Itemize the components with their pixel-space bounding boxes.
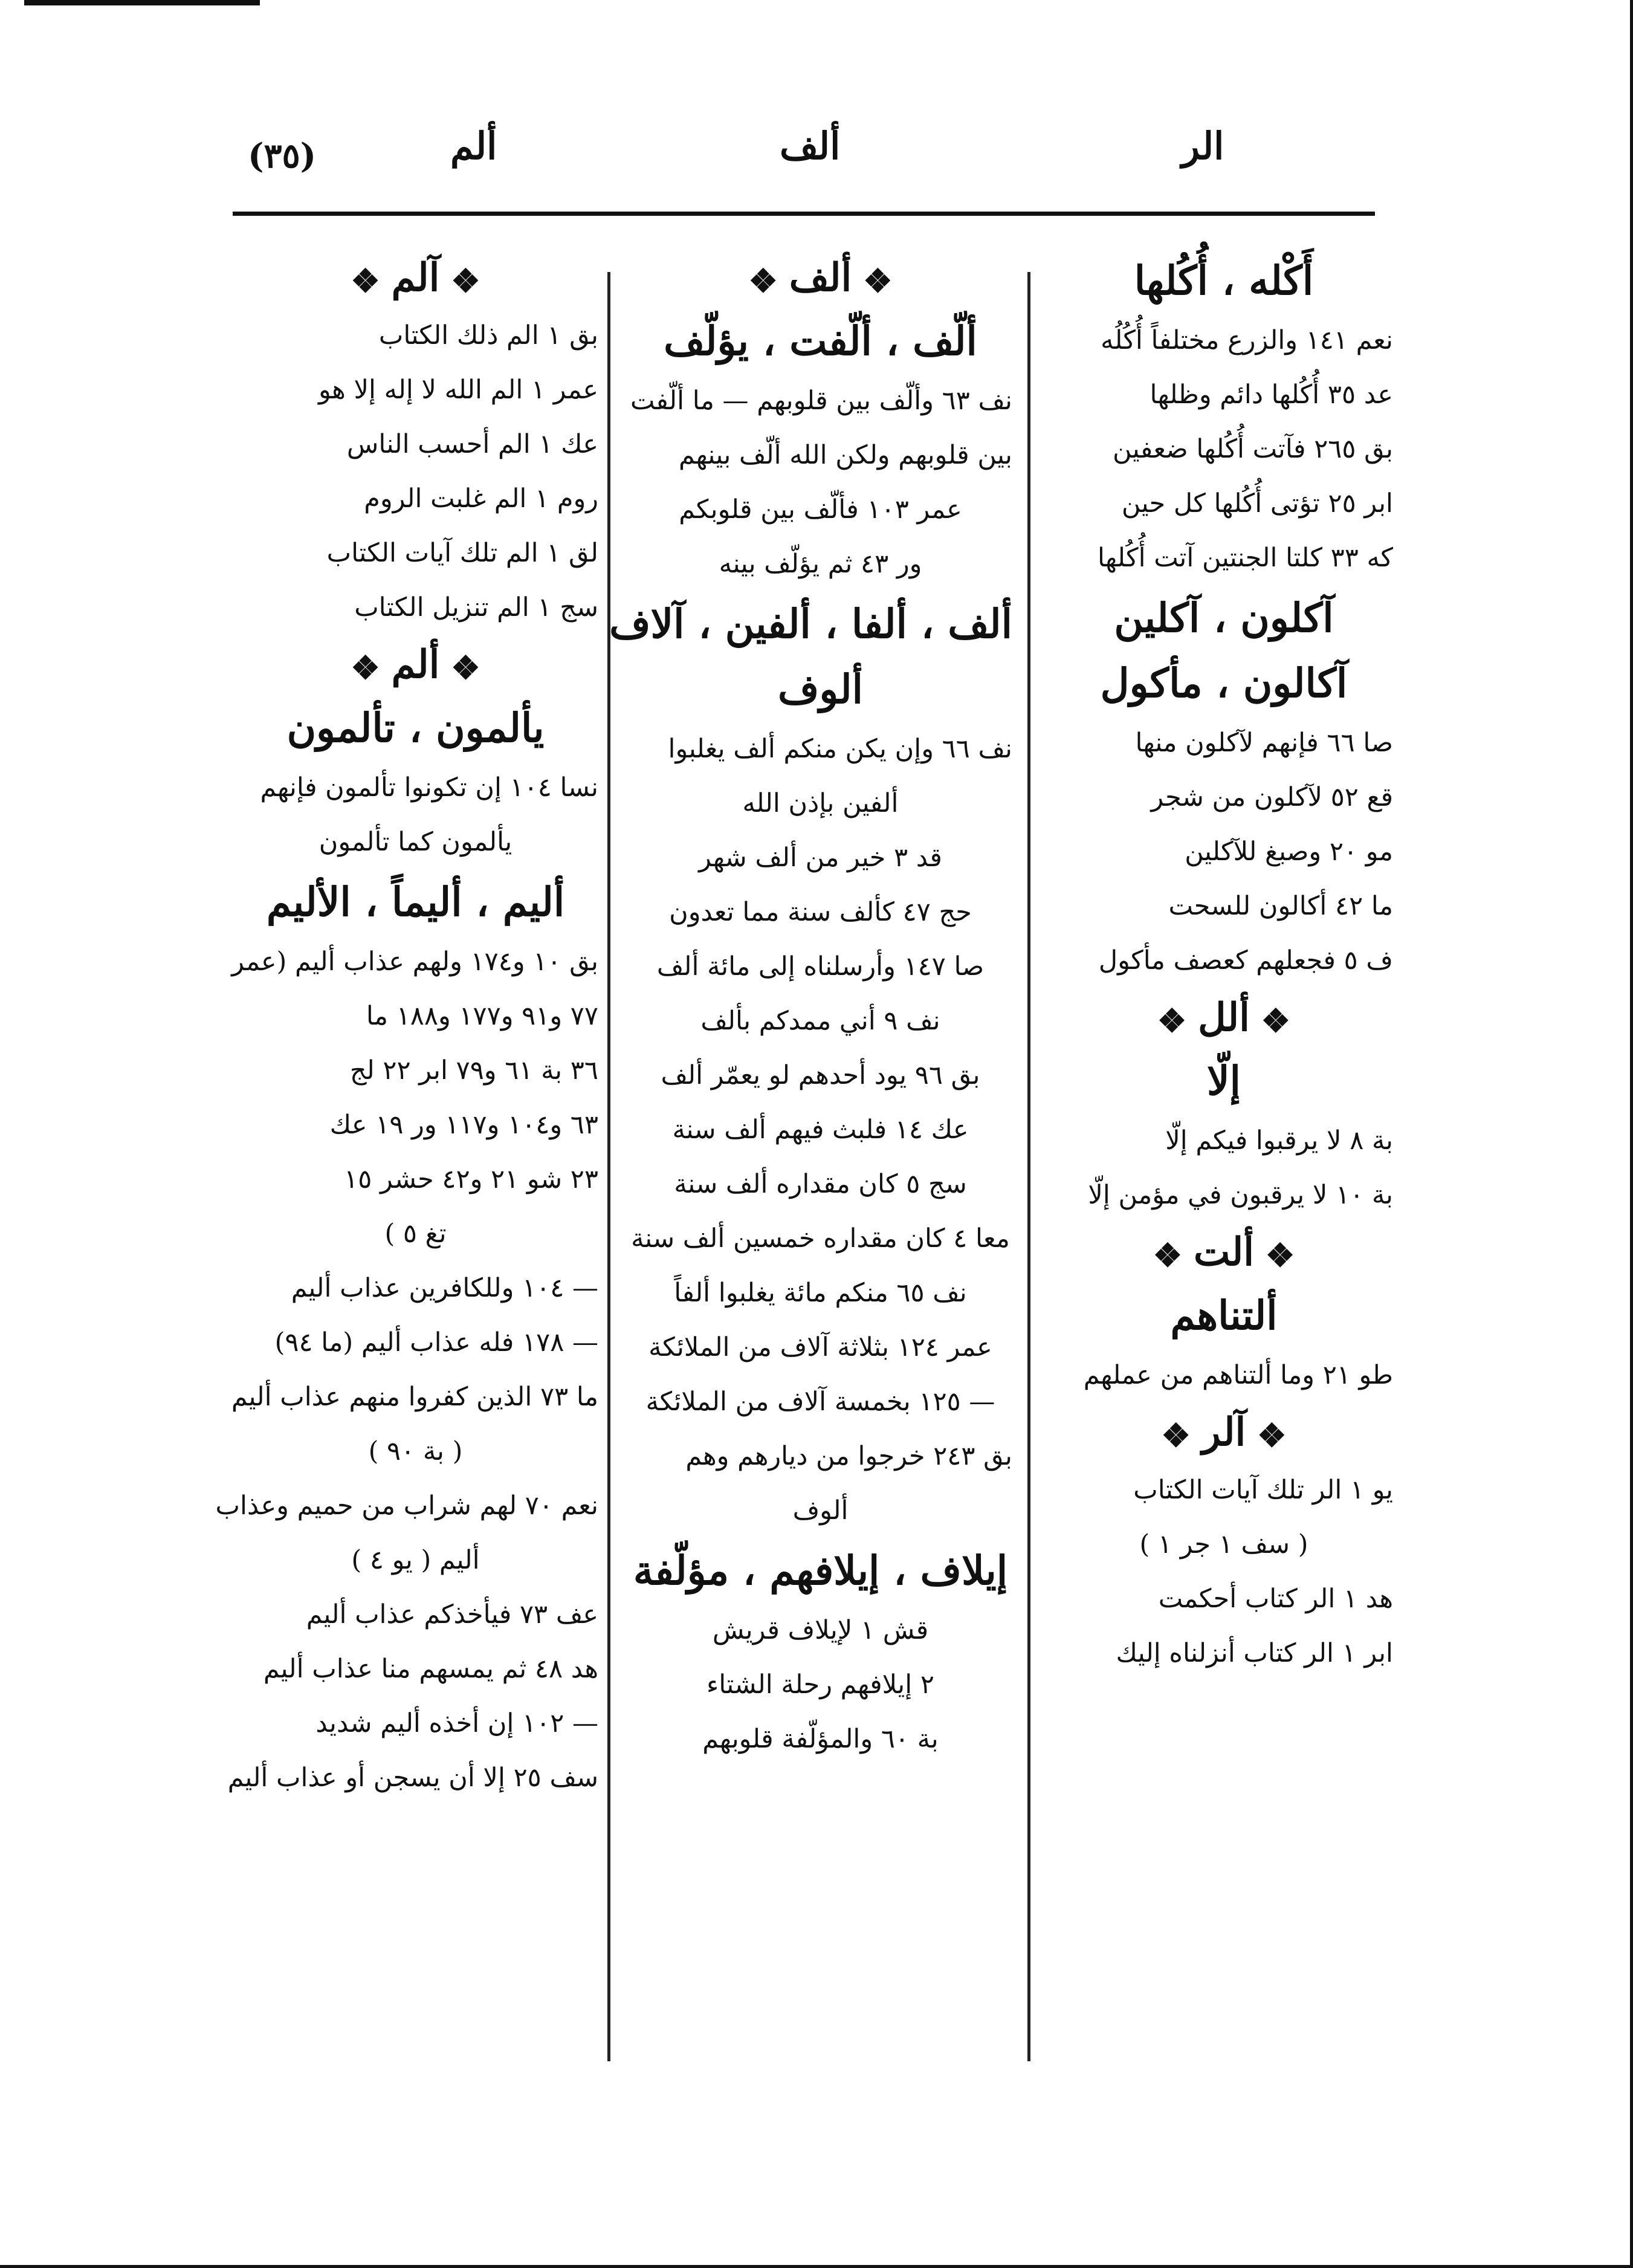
- page-border-bottom: [0, 2265, 1633, 2268]
- top-edge-bar: [24, 0, 260, 5]
- entry-continuation: ألوف: [792, 1495, 849, 1526]
- concordance-entry: ما ٤٢ أكالون للسحت: [1168, 891, 1393, 921]
- entry-continuation: أليم ( يو ٤ ): [351, 1545, 480, 1575]
- headword: إيلاف ، إيلافهم ، مؤلّفة: [633, 1547, 1008, 1594]
- concordance-entry: ٢٣ شو ٢١ و٤٢ حشر ١٥: [344, 1164, 598, 1194]
- section-heading: [629, 248, 1012, 308]
- section-heading: [233, 248, 598, 308]
- headword: ألوف: [778, 666, 863, 713]
- section-heading: [1055, 1222, 1393, 1283]
- ornament-icon: ❖: [1249, 1001, 1291, 1040]
- concordance-entry: قع ٥٢ لآكلون من شجر: [1151, 782, 1393, 812]
- column-left: [215, 248, 598, 1805]
- concordance-entry: ف ٥ فجعلهم كعصف مأكول: [1098, 945, 1393, 976]
- ornament-icon: ❖: [1157, 1001, 1198, 1040]
- ornament-icon: ❖: [439, 648, 480, 687]
- concordance-entry: صا ٦٦ فإنهم لآكلون منها: [1135, 728, 1393, 758]
- concordance-entry: سف ٢٥ إلا أن يسجن أو عذاب أليم: [227, 1763, 598, 1793]
- concordance-entry: — ١٧٨ فله عذاب أليم (ما ٩٤): [274, 1327, 598, 1358]
- concordance-entry: ابر ١ الر كتاب أنزلناه إليك: [1116, 1638, 1393, 1668]
- concordance-entry: — ١٠٢ إن أخذه أليم شديد: [315, 1708, 598, 1738]
- concordance-entry: نسا ١٠٤ إن تكونوا تألمون فإنهم: [260, 773, 598, 803]
- headword: إلّا: [1207, 1057, 1241, 1104]
- section-heading: [1055, 988, 1393, 1048]
- entry-continuation: قش ١ لإيلاف قريش: [712, 1615, 929, 1645]
- concordance-entry: عد ٣٥ أُكُلها دائم وظلها: [1150, 380, 1393, 410]
- concordance-entry: بق ١٠ و١٧٤ ولهم عذاب أليم (عمر: [231, 947, 598, 977]
- concordance-entry: عف ٧٣ فيأخذكم عذاب أليم: [306, 1599, 598, 1630]
- concordance-entry: روم ١ الم غلبت الروم: [364, 484, 598, 514]
- concordance-entry: طو ٢١ وما ألتناهم من عملهم: [1083, 1360, 1393, 1390]
- section-heading-text: ألف: [789, 255, 852, 300]
- column-divider-left: [607, 272, 610, 2061]
- concordance-entry: هد ٤٨ ثم يمسهم منا عذاب أليم: [263, 1654, 598, 1684]
- headword: ألتناهم: [1170, 1292, 1278, 1339]
- concordance-entry: ٣٦ بة ٦١ و٧٩ ابر ٢٢ لج: [349, 1055, 598, 1086]
- column-divider-right: [1027, 272, 1030, 2061]
- entry-continuation: نف ٩ أني ممدكم بألف: [700, 1006, 940, 1036]
- entry-continuation: عمر ١٠٣ فألّف بين قلوبكم: [679, 494, 962, 525]
- concordance-entry: ٧٧ و٩١ و١٧٧ و١٨٨ ما: [366, 1001, 598, 1031]
- headword: ألف ، ألفا ، ألفين ، آلاف: [609, 600, 1012, 647]
- concordance-entry: ما ٧٣ الذين كفروا منهم عذاب أليم: [231, 1382, 598, 1412]
- entry-continuation: ٢ إيلافهم رحلة الشتاء: [706, 1670, 935, 1700]
- concordance-entry: هد ١ الر كتاب أحكمت: [1158, 1584, 1393, 1614]
- concordance-entry: يو ١ الر تلك آيات الكتاب: [1133, 1475, 1393, 1505]
- ornament-icon: ❖: [1246, 1416, 1287, 1455]
- entry-continuation: بق ٩٦ يود أحدهم لو يعمّر ألف: [661, 1060, 980, 1090]
- concordance-entry: سج ١ الم تنزيل الكتاب: [354, 592, 598, 623]
- headword: أَكْله ، أُكُلها: [1134, 257, 1314, 304]
- page-number: (٣٥): [248, 136, 317, 176]
- headword: آكلون ، آكلين: [1114, 594, 1334, 641]
- concordance-entry: ٦٣ و١٠٤ و١١٧ ور ١٩ عك: [329, 1110, 598, 1140]
- ornament-icon: ❖: [748, 261, 789, 300]
- section-heading-text: ألم: [391, 642, 440, 687]
- running-head-right: الر: [1182, 124, 1224, 168]
- section-heading-text: آلر: [1201, 1410, 1246, 1455]
- running-head-left: ألم: [450, 124, 497, 168]
- concordance-entry: بق ٢٤٣ خرجوا من ديارهم وهم: [685, 1441, 1012, 1471]
- entry-continuation: نف ٦٥ منكم مائة يغلبوا ألفاً: [674, 1278, 967, 1308]
- section-heading: [1055, 1402, 1393, 1463]
- ornament-icon: ❖: [439, 261, 480, 300]
- concordance-entry: بق ٢٦٥ فآتت أُكُلها ضعفين: [1113, 434, 1393, 464]
- headword: ألّف ، ألّفت ، يؤلّف: [664, 317, 977, 364]
- ornament-icon: ❖: [351, 648, 392, 687]
- page-border-right: [1630, 0, 1633, 2268]
- section-heading-text: ألل: [1198, 995, 1250, 1040]
- column-middle: [609, 248, 1012, 1766]
- concordance-entry: نعم ١٤١ والزرع مختلفاً أُكُلُه: [1101, 325, 1393, 355]
- ornament-icon: ❖: [1153, 1236, 1194, 1275]
- column-right: [1055, 248, 1393, 1680]
- concordance-entry: بة ١٠ لا يرقبون في مؤمن إلّا: [1088, 1180, 1393, 1210]
- header-rule: [233, 212, 1375, 216]
- entry-continuation: ( سف ١ جر ١ ): [1139, 1529, 1308, 1560]
- concordance-entry: نف ٦٦ وإن يكن منكم ألف يغلبوا: [668, 734, 1012, 764]
- concordance-entry: لق ١ الم تلك آيات الكتاب: [326, 538, 598, 568]
- entry-continuation: قد ٣ خير من ألف شهر: [699, 843, 942, 873]
- concordance-entry: — ١٠٤ وللكافرين عذاب أليم: [291, 1273, 598, 1303]
- concordance-entry: نف ٦٣ وألّف بين قلوبهم — ما ألّفت: [630, 386, 1012, 416]
- entry-continuation: حج ٤٧ كألف سنة مما تعدون: [669, 897, 972, 927]
- entry-continuation: سج ٥ كان مقداره ألف سنة: [674, 1169, 967, 1199]
- entry-continuation: عمر ١٢٤ بثلاثة آلاف من الملائكة: [648, 1332, 992, 1362]
- section-heading-text: آلم: [391, 255, 440, 300]
- entry-continuation: عك ١٤ فلبث فيهم ألف سنة: [672, 1115, 969, 1145]
- concordance-entry: نعم ٧٠ لهم شراب من حميم وعذاب: [215, 1491, 598, 1521]
- entry-continuation: — ١٢٥ بخمسة آلاف من الملائكة: [645, 1387, 995, 1417]
- entry-continuation: ور ٤٣ ثم يؤلّف بينه: [719, 549, 922, 579]
- entry-continuation: صا ١٤٧ وأرسلناه إلى مائة ألف: [656, 951, 985, 982]
- entry-continuation: معا ٤ كان مقداره خمسين ألف سنة: [631, 1223, 1010, 1254]
- concordance-entry: مو ٢٠ وصبغ للآكلين: [1185, 837, 1393, 867]
- entry-continuation: تغ ٥ ): [384, 1219, 447, 1249]
- concordance-entry: كه ٣٣ كلتا الجنتين آتت أُكُلها: [1097, 543, 1393, 573]
- ornament-icon: ❖: [1254, 1236, 1295, 1275]
- concordance-entry: عك ١ الم أحسب الناس: [346, 429, 598, 459]
- concordance-entry: بق ١ الم ذلك الكتاب: [378, 320, 598, 351]
- headword: أليم ، أليماً ، الأليم: [266, 878, 565, 925]
- section-heading: [233, 635, 598, 695]
- concordance-entry: بة ٨ لا يرقبوا فيكم إلّا: [1165, 1126, 1393, 1156]
- section-heading-text: ألت: [1193, 1230, 1255, 1275]
- concordance-entry: ابر ٢٥ تؤتى أُكُلها كل حين: [1121, 488, 1393, 519]
- entry-continuation: يألمون كما تألمون: [319, 827, 513, 857]
- concordance-entry: عمر ١ الم الله لا إله إلا هو: [318, 375, 598, 405]
- headword: آكالون ، مأكول: [1100, 659, 1348, 707]
- headword: يألمون ، تألمون: [286, 704, 545, 751]
- entry-continuation: بة ٦٠ والمؤلّفة قلوبهم: [702, 1724, 939, 1754]
- entry-continuation: ( بة ٩٠ ): [368, 1436, 463, 1466]
- running-head-center: ألف: [780, 124, 841, 168]
- entry-continuation: ألفين بإذن الله: [742, 788, 899, 818]
- ornament-icon: ❖: [1161, 1416, 1202, 1455]
- ornament-icon: ❖: [852, 261, 893, 300]
- ornament-icon: ❖: [351, 261, 392, 300]
- concordance-entry: بين قلوبهم ولكن الله ألّف بينهم: [678, 440, 1012, 470]
